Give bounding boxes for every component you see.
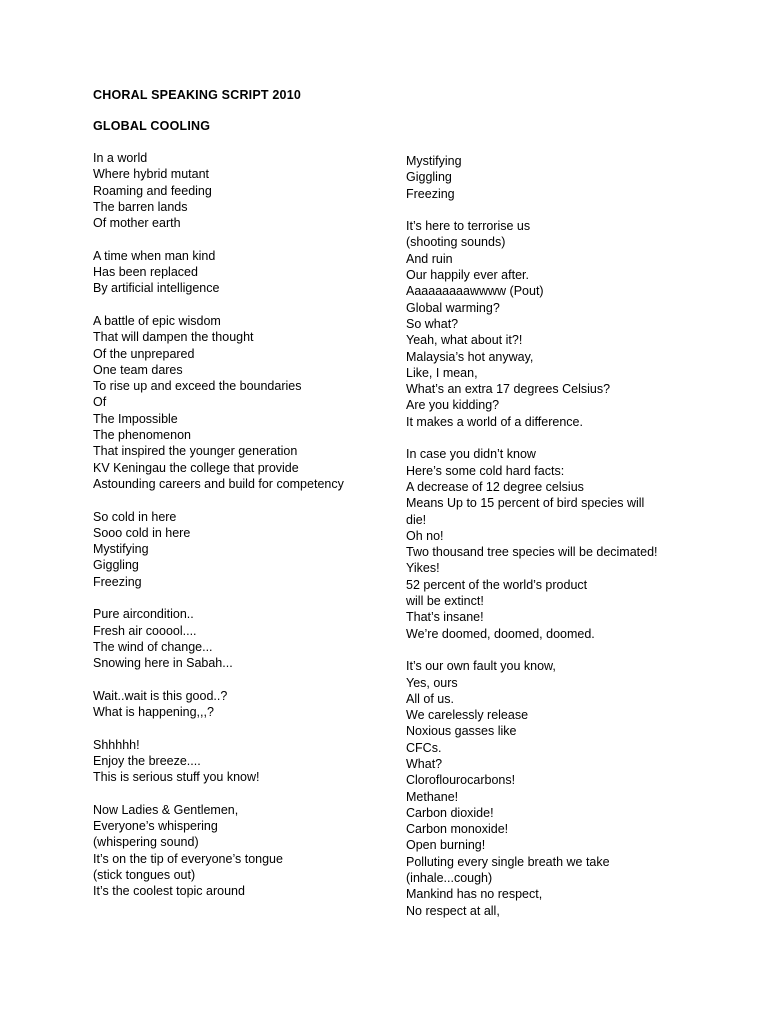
text-line: Has been replaced	[93, 265, 198, 280]
document-subtitle: GLOBAL COOLING	[93, 119, 211, 133]
text-line: Of	[93, 395, 107, 410]
stanza	[93, 150, 393, 231]
text-line: will be extinct!	[406, 594, 484, 609]
text-line: Pure aircondition..	[93, 607, 194, 622]
text-line: Here’s some cold hard facts:	[406, 463, 565, 478]
text-line: Cloroflourocarbons!	[406, 773, 516, 788]
text-line: The Impossible	[93, 411, 178, 426]
text-line: Are you kidding?	[406, 398, 500, 413]
text-line: Oh no!	[406, 528, 444, 543]
text-line: Yes, ours	[406, 675, 458, 690]
text-line: Our happily ever after.	[406, 268, 529, 283]
text-line: It’s the coolest topic around	[93, 884, 245, 899]
text-line: Giggling	[406, 170, 452, 185]
text-line: It makes a world of a difference.	[406, 414, 583, 429]
text-line: Wait..wait is this good..?	[93, 688, 228, 703]
stanza	[93, 606, 393, 671]
text-line: And ruin	[406, 251, 453, 266]
text-line: Freezing	[406, 186, 455, 201]
text-line: What is happening,,,?	[93, 705, 214, 720]
stanza	[406, 658, 736, 919]
text-line: (inhale...cough)	[406, 871, 493, 886]
text-line: That inspired the younger generation	[93, 444, 298, 459]
text-line: Carbon dioxide!	[406, 805, 494, 820]
text-line: Malaysia’s hot anyway,	[406, 349, 534, 364]
text-line: Astounding careers and build for competency	[93, 476, 344, 491]
text-line: Everyone’s whispering	[93, 819, 218, 834]
text-line: die!	[406, 512, 427, 527]
text-line: Means Up to 15 percent of bird species will	[406, 496, 645, 511]
text-line: Of the unprepared	[93, 346, 195, 361]
text-line: Where hybrid mutant	[93, 167, 210, 182]
text-line: One team dares	[93, 362, 183, 377]
document-title: CHORAL SPEAKING SCRIPT 2010	[93, 88, 301, 102]
text-line: Sooo cold in here	[93, 525, 191, 540]
text-line: Snowing here in Sabah...	[93, 656, 233, 671]
text-line: It’s on the tip of everyone’s tongue	[93, 851, 283, 866]
text-line: What?	[406, 756, 443, 771]
text-line: A time when man kind	[93, 248, 216, 263]
text-line: So cold in here	[93, 509, 177, 524]
text-line: The phenomenon	[93, 428, 191, 443]
text-line: No respect at all,	[406, 903, 500, 918]
text-line: Like, I mean,	[406, 365, 478, 380]
stanza	[93, 248, 393, 297]
text-line: What’s an extra 17 degrees Celsius?	[406, 382, 611, 397]
text-line: It’s our own fault you know,	[406, 659, 556, 674]
text-line: Mystifying	[93, 542, 149, 557]
text-line: Mystifying	[406, 154, 462, 168]
text-line: Roaming and feeding	[93, 183, 212, 198]
stanza	[406, 218, 736, 430]
text-line: That will dampen the thought	[93, 330, 254, 345]
text-line: Shhhhh!	[93, 737, 140, 752]
text-line: Enjoy the breeze....	[93, 753, 201, 768]
text-line: Yeah, what about it?!	[406, 333, 523, 348]
text-line: Fresh air cooool....	[93, 623, 197, 638]
stanza	[93, 509, 393, 590]
stanza	[93, 313, 393, 492]
text-line: Mankind has no respect,	[406, 887, 543, 902]
text-line: Two thousand tree species will be decimated!	[406, 545, 658, 560]
stanza	[93, 737, 393, 786]
text-line: So what?	[406, 316, 459, 331]
text-line: Open burning!	[406, 838, 486, 853]
text-line: That’s insane!	[406, 610, 484, 625]
text-line: Freezing	[93, 574, 142, 589]
stanza	[93, 688, 393, 721]
text-line: Noxious gasses like	[406, 724, 517, 739]
stanza	[406, 446, 736, 642]
text-line: To rise up and exceed the boundaries	[93, 379, 302, 394]
text-line: Aaaaaaaaawwww (Pout)	[406, 284, 544, 299]
stanza	[93, 802, 393, 900]
text-line: It’s here to terrorise us	[406, 219, 531, 234]
text-line: The barren lands	[93, 199, 188, 214]
left-column	[93, 150, 393, 916]
text-line: This is serious stuff you know!	[93, 770, 260, 785]
text-line: The wind of change...	[93, 639, 213, 654]
text-line: We carelessly release	[406, 708, 529, 723]
text-line: We’re doomed, doomed, doomed.	[406, 626, 595, 641]
text-line: In a world	[93, 151, 148, 165]
right-column	[406, 153, 736, 935]
text-line: 52 percent of the world’s product	[406, 577, 588, 592]
text-line: Of mother earth	[93, 216, 181, 231]
text-line: A decrease of 12 degree celsius	[406, 479, 584, 494]
text-line: A battle of epic wisdom	[93, 313, 221, 328]
text-line: (whispering sound)	[93, 835, 199, 850]
text-line: Carbon monoxide!	[406, 822, 509, 837]
text-line: (stick tongues out)	[93, 868, 196, 883]
text-line: CFCs.	[406, 740, 442, 755]
text-line: By artificial intelligence	[93, 281, 220, 296]
text-line: Giggling	[93, 558, 139, 573]
text-line: Polluting every single breath we take	[406, 854, 610, 869]
text-line: Methane!	[406, 789, 459, 804]
text-line: In case you didn’t know	[406, 447, 536, 462]
text-line: Global warming?	[406, 300, 500, 315]
text-line: All of us.	[406, 691, 454, 706]
text-line: KV Keningau the college that provide	[93, 460, 299, 475]
stanza	[406, 153, 736, 202]
text-line: Now Ladies & Gentlemen,	[93, 802, 239, 817]
text-line: (shooting sounds)	[406, 235, 506, 250]
text-line: Yikes!	[406, 561, 440, 576]
